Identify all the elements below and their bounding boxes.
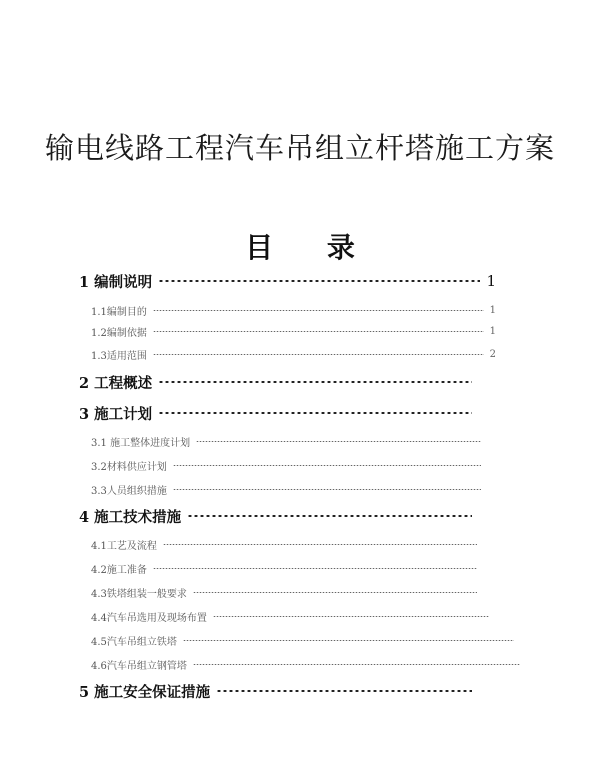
toc-entry-text: 2 工程概述	[79, 374, 153, 392]
toc-entry[interactable]	[91, 606, 495, 626]
dot-leader	[153, 354, 484, 355]
toc-entry[interactable]	[79, 506, 478, 526]
dot-leader	[153, 568, 477, 569]
toc-entry-text: 4.2施工准备	[91, 564, 147, 576]
toc-entry[interactable]	[79, 271, 496, 291]
toc-entry-text: 5 施工安全保证措施	[79, 683, 211, 701]
dot-leader	[213, 616, 489, 617]
toc-entry[interactable]	[79, 372, 478, 392]
dot-leader	[173, 465, 481, 466]
dot-leader	[158, 280, 480, 282]
toc-entry-text: 4 施工技术措施	[79, 508, 182, 526]
toc-entry-text: 3 施工计划	[79, 405, 153, 423]
toc-entry-text: 4.4汽车吊选用及现场布置	[91, 612, 207, 624]
toc-entry[interactable]	[91, 630, 520, 650]
toc-entry[interactable]	[79, 403, 478, 423]
dot-leader	[193, 664, 520, 665]
toc-entry-text: 1.1编制目的	[91, 306, 147, 318]
dot-leader	[183, 640, 514, 641]
toc-entry-text: 1.3适用范围	[91, 350, 147, 362]
toc-entry[interactable]	[91, 455, 487, 475]
dot-leader	[173, 489, 481, 490]
document-title: 输电线路工程汽车吊组立杆塔施工方案	[44, 131, 555, 165]
toc-entry[interactable]	[91, 582, 483, 602]
toc-entry-text: 4.1工艺及流程	[91, 540, 157, 552]
dot-leader	[216, 690, 472, 692]
toc-entry[interactable]	[91, 534, 483, 554]
dot-leader	[163, 544, 477, 545]
toc-page-number: 2	[489, 348, 496, 360]
toc-entry-text: 1 编制说明	[79, 273, 153, 291]
toc-entry[interactable]	[79, 681, 478, 701]
toc-entry-text: 4.6汽车吊组立钢管塔	[91, 660, 187, 672]
toc-entry[interactable]	[91, 321, 496, 341]
toc-entry-text: 3.1 施工整体进度计划	[91, 437, 191, 449]
toc-heading: 目 录	[245, 231, 377, 264]
toc-entry-text: 3.3人员组织措施	[91, 485, 167, 497]
toc-entry[interactable]	[91, 654, 526, 674]
toc-entry[interactable]	[91, 300, 496, 320]
toc-page-number: 1	[486, 272, 496, 290]
dot-leader	[193, 592, 477, 593]
toc-entry[interactable]	[91, 431, 487, 451]
dot-leader	[187, 515, 472, 517]
toc-page-number: 1	[489, 325, 496, 337]
dot-leader	[158, 412, 472, 414]
dot-leader	[196, 441, 481, 442]
dot-leader	[153, 310, 484, 311]
toc-entry[interactable]	[91, 344, 496, 364]
toc-entry-text: 4.5汽车吊组立铁塔	[91, 636, 177, 648]
toc-entry-text: 4.3铁塔组装一般要求	[91, 588, 187, 600]
toc-entry-text: 1.2编制依据	[91, 327, 147, 339]
toc-page-number: 1	[489, 304, 496, 316]
dot-leader	[158, 381, 472, 383]
toc-entry[interactable]	[91, 558, 483, 578]
toc-entry[interactable]	[91, 479, 487, 499]
dot-leader	[153, 331, 484, 332]
toc-entry-text: 3.2材料供应计划	[91, 461, 167, 473]
